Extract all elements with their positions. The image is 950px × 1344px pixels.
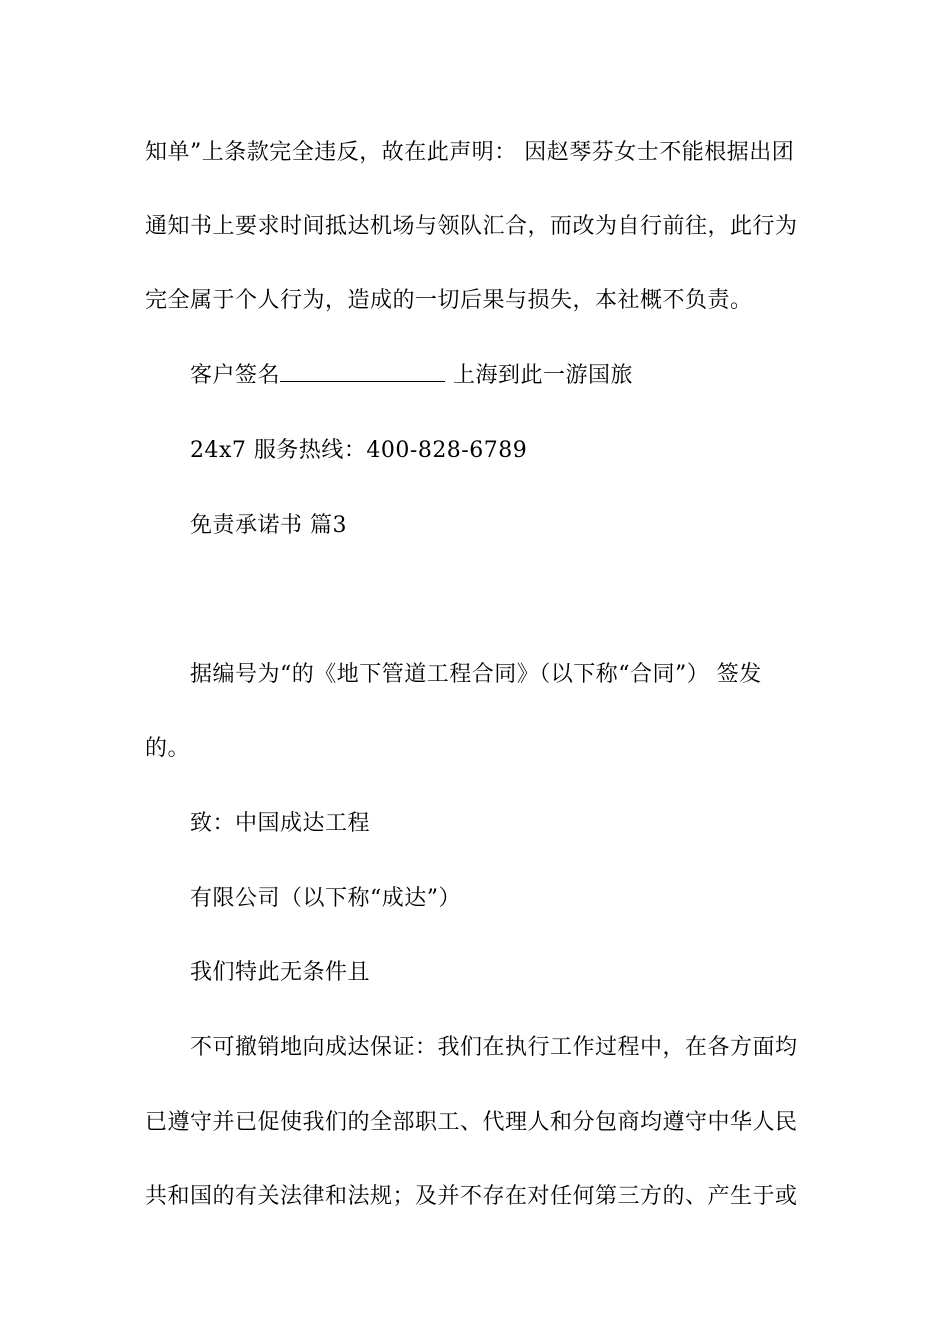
paragraph-3-line-1: 致：中国成达工程 <box>190 811 371 836</box>
signature-label: 客户签名 <box>190 363 281 388</box>
paragraph-2-line-1: 据编号为“的《地下管道工程合同》（以下称“合同”） 签发 <box>190 662 762 687</box>
paragraph-3-line-2: 有限公司（以下称“成达”） <box>190 886 461 911</box>
paragraph-1-line-1: 知单”上条款完全违反，故在此声明： 因赵琴芬女士不能根据出团 <box>145 140 795 165</box>
paragraph-2-line-2: 的。 <box>145 736 191 761</box>
signature-blank <box>280 361 445 382</box>
paragraph-4-line-3: 共和国的有关法律和法规；及并不存在对任何第三方的、产生于或 <box>145 1184 798 1209</box>
paragraph-4-line-1: 不可撤销地向成达保证：我们在执行工作过程中，在各方面均 <box>190 1035 798 1060</box>
hotline: 24x7 服务热线：400-828-6789 <box>190 438 528 463</box>
signature-line <box>190 361 870 391</box>
section-title: 免责承诺书 篇3 <box>190 513 347 538</box>
paragraph-1-line-3: 完全属于个人行为，造成的一切后果与损失，本社概不负责。 <box>145 288 753 313</box>
paragraph-1-line-2: 通知书上要求时间抵达机场与领队汇合，而改为自行前往，此行为 <box>145 214 798 239</box>
paragraph-4-line-2: 已遵守并已促使我们的全部职工、代理人和分包商均遵守中华人民 <box>145 1110 798 1135</box>
agency-name: 上海到此一游国旅 <box>453 363 634 388</box>
paragraph-3-line-3: 我们特此无条件且 <box>190 960 371 985</box>
